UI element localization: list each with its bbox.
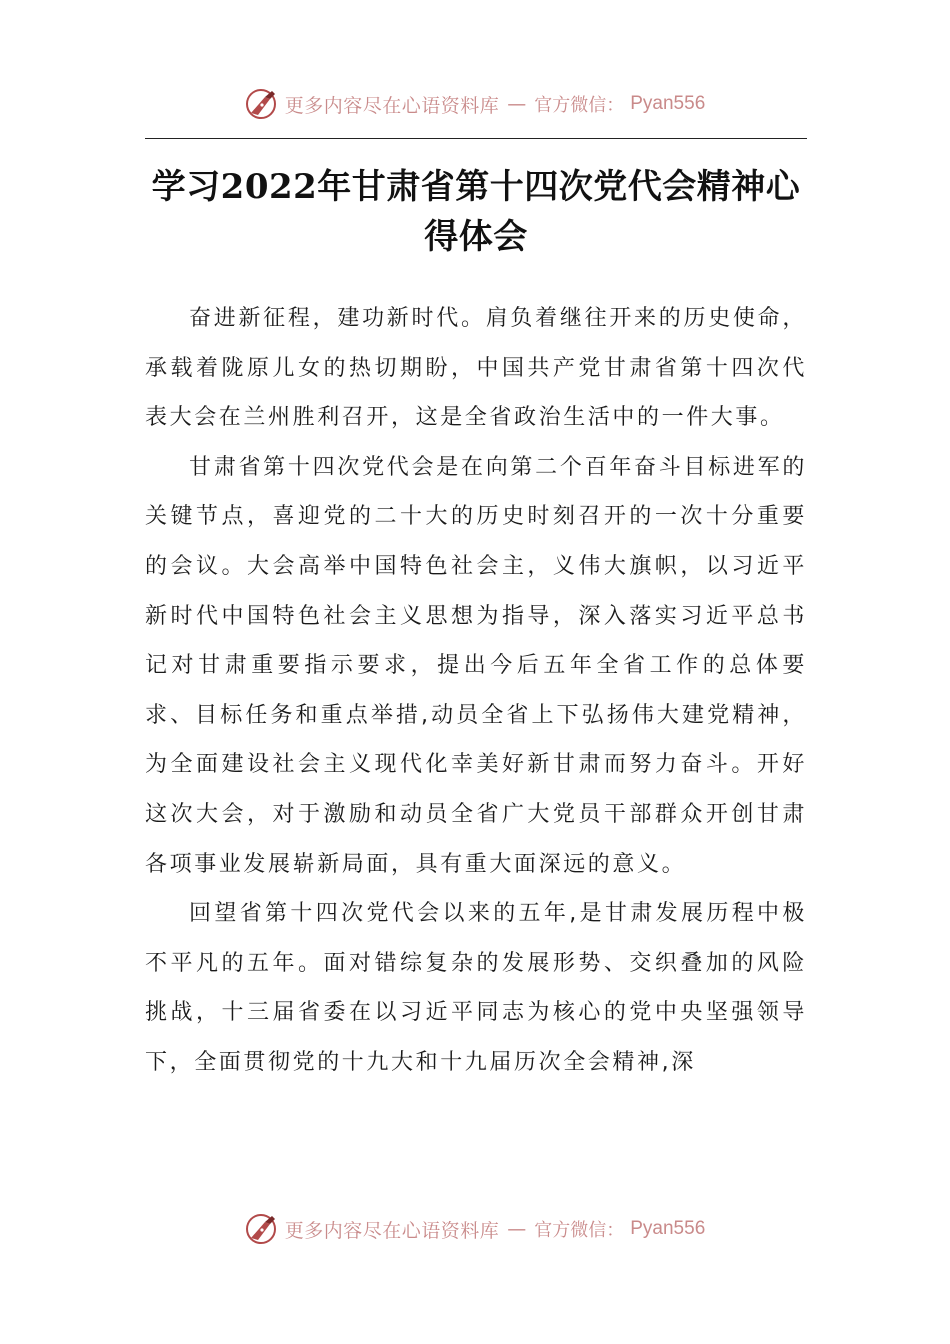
page-footer-watermark <box>0 1209 950 1249</box>
pen-nib-logo-icon <box>245 87 279 121</box>
watermark-wechat-label: 官方微信： <box>534 1220 625 1241</box>
document-title: 学习2022年甘肃省第十四次党代会精神心得体会 <box>151 167 801 257</box>
document-body <box>145 294 807 1088</box>
pen-nib-logo-icon <box>245 1212 279 1246</box>
body-paragraph-1: 奋进新征程，建功新时代。肩负着继往开来的历史使命，承载着陇原儿女的热切期盼，中国共产党甘肃省第十四次代表大会在兰州胜利召开，这是全省政治生活中的一件大事。 <box>145 306 807 431</box>
page-header-watermark <box>0 84 950 124</box>
watermark-wechat-id: Pyan556 <box>630 93 706 114</box>
watermark-row <box>245 1212 706 1246</box>
watermark-wechat-id: Pyan556 <box>630 1218 706 1239</box>
watermark-site-text: 更多内容尽在心语资料库 <box>284 94 500 117</box>
body-paragraph-3: 回望省第十四次党代会以来的五年,是甘肃发展历程中极不平凡的五年。面对错综复杂的发展形势、交织叠加的风险挑战，十三届省委在以习近平同志为核心的党中央坚强领导下，全面贯彻党的十九大和十九届历次全会精神,深 <box>145 901 807 1075</box>
watermark-row <box>245 87 706 121</box>
watermark-separator: — <box>507 93 527 115</box>
header-divider <box>145 138 807 139</box>
watermark-separator: — <box>507 1218 527 1240</box>
watermark-wechat-label: 官方微信： <box>534 95 625 116</box>
watermark-site-text: 更多内容尽在心语资料库 <box>284 1219 500 1242</box>
body-paragraph-2: 甘肃省第十四次党代会是在向第二个百年奋斗目标进军的关键节点，喜迎党的二十大的历史时刻召开的一次十分重要的会议。大会高举中国特色社会主，义伟大旗帜，以习近平新时代中国特色社会主义思想为指导，深入落实习近平总书记对甘肃重要指示要求，提出今后五年全省工作的总体要求、目标任务和重点举措,动员全省上下弘扬伟大建党精神，为全面建设社会主义现代化幸美好新甘肃而努力奋斗。开好这次大会，对于激励和动员全省广大党员干部群众开创甘肃各项事业发展崭新局面，具有重大面深远的意义。 <box>145 454 807 877</box>
